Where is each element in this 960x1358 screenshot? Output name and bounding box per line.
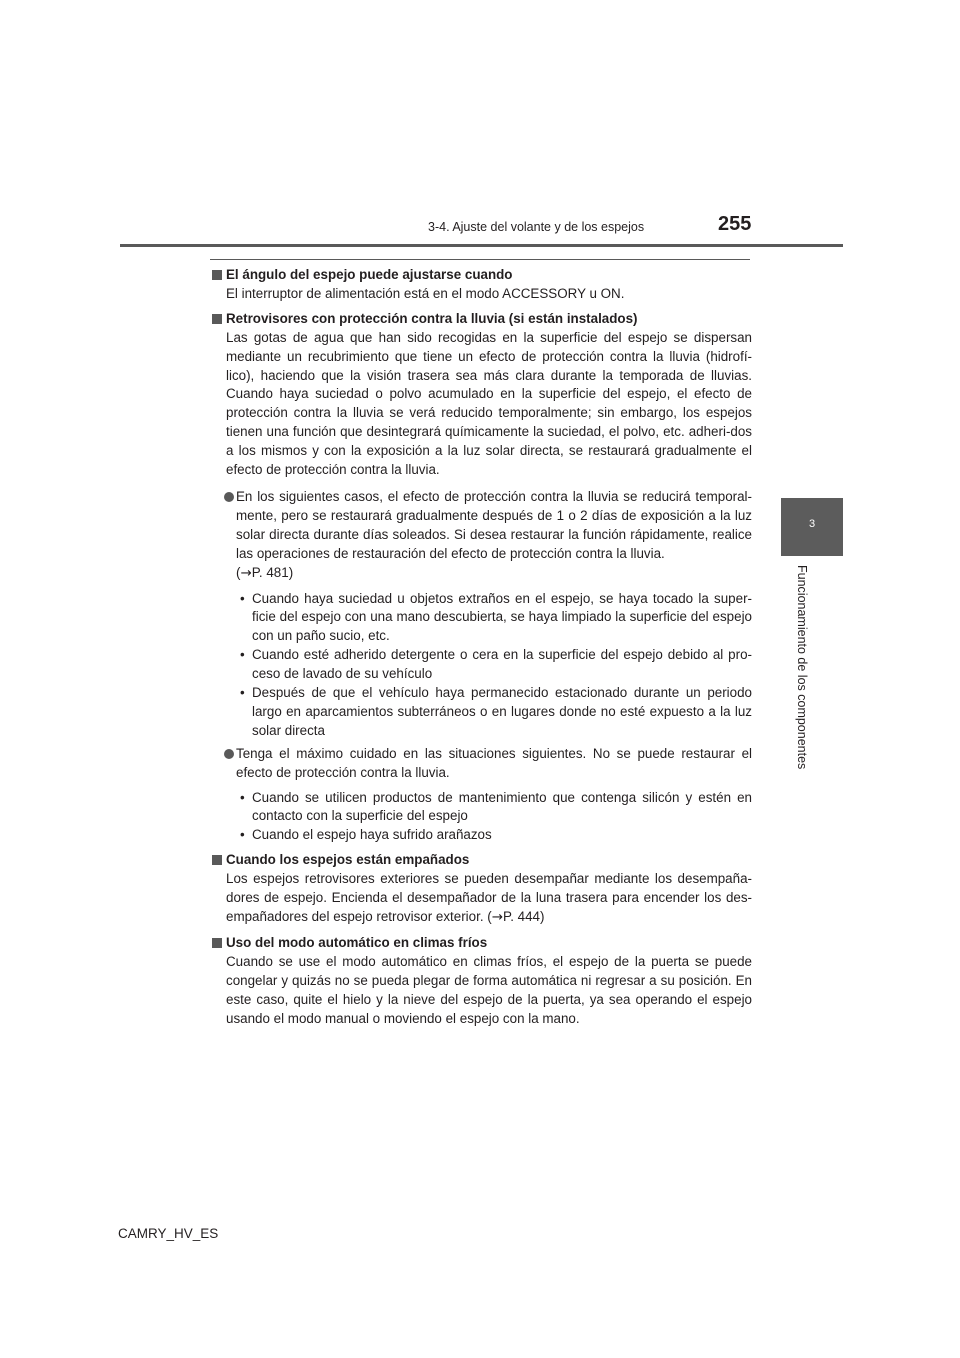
section-title: El ángulo del espejo puede ajustarse cuando — [226, 267, 513, 282]
section-title: Retrovisores con protección contra la lluvia (si están instalados) — [226, 310, 638, 326]
bullet-dot: • — [240, 789, 245, 805]
bullet-list — [210, 590, 752, 741]
section-text: Los espejos retrovisores exteriores se pueden desempañar mediante los desempaña-dores de espejo. Encienda el desempañador de la luna trasera para encender los des-empañadores del espejo retrovisor exterior. (→P. 444) — [226, 871, 752, 925]
section-text: Las gotas de agua que han sido recogidas en la superficie del espejo se dispersan mediante un recubrimiento que tiene un efecto de protección contra la lluvia (hidrofí-lico), haciendo que la visión trasera sea más clara durante la temporada de lluvias. Cuando haya suciedad o polvo acumulado en la superficie del espejo, el efecto de protección contra la lluvia se verá reducido temporalmente; sin embargo, los espejos tienen una función que desintegrará químicamente la suciedad, el polvo, etc. adheri-dos a los mismos y con la exposición a la luz solar directa, se restaurará gradualmente el efecto de protección contra la lluvia. — [226, 329, 752, 478]
square-bullet-icon — [212, 855, 222, 865]
section-auto-mode-cold — [210, 934, 752, 1029]
side-tab-section — [781, 558, 843, 1338]
bullet-dot: • — [240, 685, 245, 701]
page-reference-number: P. 481 — [251, 564, 289, 580]
square-bullet-icon — [212, 270, 222, 280]
section-text: El interruptor de alimentación está en el modo ACCESSORY u ON. — [226, 285, 625, 301]
bullet-item: • Cuando se utilicen productos de mantenimiento que contenga silicón y estén en contacto con la superficie del espejo — [240, 789, 752, 824]
page-reference[interactable]: (→P. 481) — [236, 564, 294, 581]
square-bullet-icon — [212, 938, 222, 948]
arrow-right-icon: → — [240, 565, 252, 581]
circle-bullet-icon — [224, 492, 234, 502]
circle-item — [210, 745, 752, 846]
bullet-list — [210, 789, 752, 846]
bullet-dot: • — [240, 590, 245, 606]
page-number: 255 — [718, 213, 752, 235]
page-reference-number: P. 444 — [502, 909, 540, 924]
bullet-item: • Cuando el espejo haya sufrido arañazos — [210, 826, 752, 845]
side-tab-label: Funcionamiento de los componentes — [795, 565, 809, 770]
bullet-dot: • — [240, 647, 245, 663]
circle-item-text: En los siguientes casos, el efecto de protección contra la lluvia se reducirá temporal-mente, pero se restaurará gradualmente después de 1 o 2 días de exposición a la luz solar directa durante días soleados. Si desea restaurar la función rápidamente, realice las operaciones de restauración del efecto de protección contra la lluvia. — [236, 488, 752, 561]
section-fogged-mirrors — [210, 851, 752, 928]
section-rain-protection — [210, 310, 752, 845]
square-bullet-icon — [212, 314, 222, 324]
side-tab-number: 3 — [808, 518, 816, 530]
side-tab-top — [781, 247, 843, 497]
circle-item — [210, 488, 752, 741]
content-divider — [210, 259, 750, 260]
page-content — [210, 266, 752, 1034]
page-reference[interactable]: (→P. 444) — [487, 909, 545, 925]
section-title: Uso del modo automático en climas fríos — [226, 934, 488, 950]
side-tab-number-block — [781, 498, 843, 556]
bullet-item: • Cuando haya suciedad u objetos extraños en el espejo, se haya tocado la super-ficie del espejo con una mano descubierta, se haya limpiado la superficie del espejo con un paño sucio, etc. — [240, 590, 752, 644]
chapter-title: 3-4. Ajuste del volante y de los espejos — [428, 220, 645, 234]
header-divider — [120, 244, 843, 247]
bullet-dot: • — [240, 827, 245, 843]
circle-bullet-icon — [224, 749, 234, 759]
arrow-right-icon: → — [491, 910, 503, 925]
document-code: CAMRY_HV_ES — [118, 1226, 219, 1241]
bullet-item: • Después de que el vehículo haya permanecido estacionado durante un periodo largo en aparcamientos subterráneos o en lugares donde no esté expuesto a la luz solar directa — [240, 685, 752, 738]
section-title: Cuando los espejos están empañados — [226, 852, 470, 868]
section-text: Cuando se use el modo automático en climas fríos, el espejo de la puerta se puede congelar y quizás no se pueda plegar de forma automática ni regresar a su posición. En este caso, quite el hielo y la nieve del espejo de la puerta, ya sea operando el espejo usando el modo manual o moviendo el espejo con la mano. — [226, 953, 752, 1026]
section-mirror-angle — [210, 266, 752, 304]
bullet-item: • Cuando esté adherido detergente o cera en la superficie del espejo debido al pro-ceso de lavado de su vehículo — [240, 647, 752, 682]
circle-item-text: Tenga el máximo cuidado en las situaciones siguientes. No se puede restaurar el efecto de protección contra la lluvia. — [236, 745, 752, 780]
